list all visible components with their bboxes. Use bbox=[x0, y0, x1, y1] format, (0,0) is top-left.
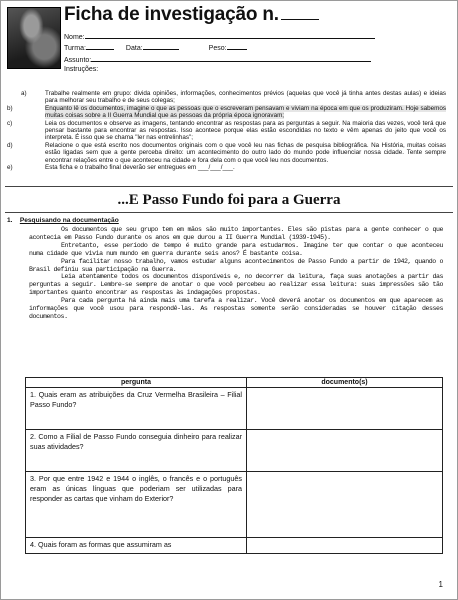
header-photo bbox=[7, 7, 61, 69]
question-text: 4. Quais foram as formas que assumiram as bbox=[30, 540, 172, 549]
instruction-item-d bbox=[7, 141, 446, 164]
worksheet-title bbox=[64, 4, 319, 26]
instructions-heading: Instruções: bbox=[64, 66, 99, 74]
column-header-question: pergunta bbox=[26, 378, 247, 388]
question-text: 2. Como a Filial de Passo Fundo conseguia dinheiro para realizar suas atividades? bbox=[30, 432, 242, 451]
field-label-turma: Turma: bbox=[64, 45, 86, 53]
field-label-nome: Nome: bbox=[64, 34, 85, 41]
field-line-nome[interactable] bbox=[85, 31, 375, 39]
paragraph: Leia atentamente todos os documentos disponíveis e, no decorrer da leitura, faça suas anotações a partir das perguntas a seguir. Lembre-se sempre de anotar o que você percebeu ao realizar essa leitura: suas impressões são tão importantes quanto encontrar as respostas às indagações propostas. bbox=[29, 273, 443, 297]
instruction-item-e bbox=[7, 164, 446, 172]
instruction-letter: a) bbox=[21, 90, 27, 97]
field-line-peso[interactable] bbox=[227, 42, 247, 50]
instruction-letter: b) bbox=[7, 104, 13, 112]
documents-cell[interactable] bbox=[247, 388, 443, 430]
field-line-data[interactable] bbox=[143, 42, 179, 50]
worksheet-number-blank bbox=[281, 5, 319, 20]
instruction-letter: c) bbox=[7, 119, 13, 127]
documents-cell[interactable] bbox=[247, 538, 443, 554]
table-row bbox=[26, 388, 443, 430]
instruction-text: Relacione o que está escrito nos documentos originais com o que você leu nas fichas de pesquisa bibliográfica. Na História, muitas coisas estão ligadas sem que a gente perceba direito: um acontecimento do outro lado do mundo pode influenciar nossa cidade. Tente sempre encontrar relações entre o que aconteceu na cidade e fora dela com o que você leu nos documentos. bbox=[45, 141, 446, 164]
table-row bbox=[26, 538, 443, 554]
instruction-text: Leia os documentos e observe as imagens, tentando encontrar as respostas para as perguntas a seguir. Na maioria das vezes, você terá que pensar bastante para encontrar as respostas. Isso acontece porque elas estão escondidas no texto e vêm apenas do jeito que você os interpreta. É isso que se chama "ler nas entrelinhas"; bbox=[45, 119, 446, 142]
field-line-assunto[interactable] bbox=[91, 54, 371, 62]
section-divider-top bbox=[5, 186, 453, 187]
paragraph: Entretanto, esse período de tempo é muito grande para estudarmos. Imagine ter que contar o que aconteceu numa cidade que vivia num mundo em guerra durante seis anos? É bastante coisa. bbox=[29, 241, 443, 257]
field-line-turma[interactable] bbox=[86, 42, 114, 50]
paragraph: Para cada pergunta há ainda mais uma tarefa a realizar. Você deverá anotar os documentos em que aparecem as informações que você usou para respondê-las. As respostas somente serão consideradas se houver citação desses documentos. bbox=[29, 297, 443, 320]
subheading-text: Pesquisando na documentação bbox=[19, 217, 119, 224]
paragraph: Os documentos que seu grupo tem em mãos são muito importantes. Eles são pistas para a gente conhecer o que acontecia em Passo Fundo durante os anos em que durou a II Guerra Mundial (1939-1945). bbox=[29, 226, 443, 241]
page-number: 1 bbox=[438, 580, 443, 589]
question-cell bbox=[26, 472, 247, 538]
instruction-item-c bbox=[7, 119, 446, 142]
instruction-letter: d) bbox=[7, 141, 13, 149]
instruction-letter: e) bbox=[7, 164, 13, 172]
column-header-documents: documento(s) bbox=[247, 378, 443, 388]
question-cell bbox=[26, 430, 247, 472]
question-text: 1. Quais eram as atribuições da Cruz Vermelha Brasileira – Filial Passo Fundo? bbox=[30, 390, 242, 409]
instruction-item-a bbox=[21, 90, 446, 105]
table-header-row bbox=[26, 378, 443, 388]
instructions-list bbox=[7, 90, 446, 172]
instruction-item-b bbox=[7, 104, 446, 120]
question-cell bbox=[26, 388, 247, 430]
documents-cell[interactable] bbox=[247, 472, 443, 538]
body-text bbox=[29, 226, 443, 321]
subheading bbox=[7, 217, 119, 224]
section-divider-bottom bbox=[5, 212, 453, 213]
table-row bbox=[26, 472, 443, 538]
field-label-assunto: Assunto: bbox=[64, 56, 92, 64]
subheading-number: 1. bbox=[7, 217, 13, 224]
question-text: 3. Por que entre 1942 e 1944 o inglês, o francês e o português eram as únicas línguas que poderiam ser utilizadas para responder as cartas que vinham do Exterior? bbox=[30, 474, 242, 503]
instruction-text: Trabalhe realmente em grupo: divida opiniões, informações, conhecimentos prévios (aquelas que você já tinha antes destas aulas) e ideias para melhorar seu trabalho e de seus colegas; bbox=[45, 90, 446, 105]
section-title: ...E Passo Fundo foi para a Guerra bbox=[117, 192, 341, 208]
field-row-nome bbox=[64, 31, 375, 42]
paragraph: Para facilitar nosso trabalho, vamos estudar alguns acontecimentos de Passo Fundo a partir de 1942, quando o Brasil definiu sua participação na Guerra. bbox=[29, 257, 443, 273]
table-row bbox=[26, 430, 443, 472]
field-row-turma bbox=[64, 42, 375, 53]
question-cell bbox=[26, 538, 247, 554]
student-fields bbox=[64, 31, 375, 75]
instruction-text: Enquanto lê os documentos, imagine o que as pessoas que o escreveram pensavam e viviam na época em que os produziram. Hoje sabemos muitas coisas sobre a II Guerra Mundial que as pessoas da própria época ignoravam; bbox=[45, 104, 446, 120]
field-label-data: Data: bbox=[125, 45, 143, 53]
questions-table bbox=[25, 377, 443, 554]
worksheet-title-text: Ficha de investigação n. bbox=[64, 4, 279, 25]
instruction-text: Esta ficha e o trabalho final deverão ser entregues em ___/___/___. bbox=[45, 164, 235, 172]
documents-cell[interactable] bbox=[247, 430, 443, 472]
field-row-assunto bbox=[64, 54, 375, 65]
field-label-peso: Peso: bbox=[208, 45, 227, 53]
